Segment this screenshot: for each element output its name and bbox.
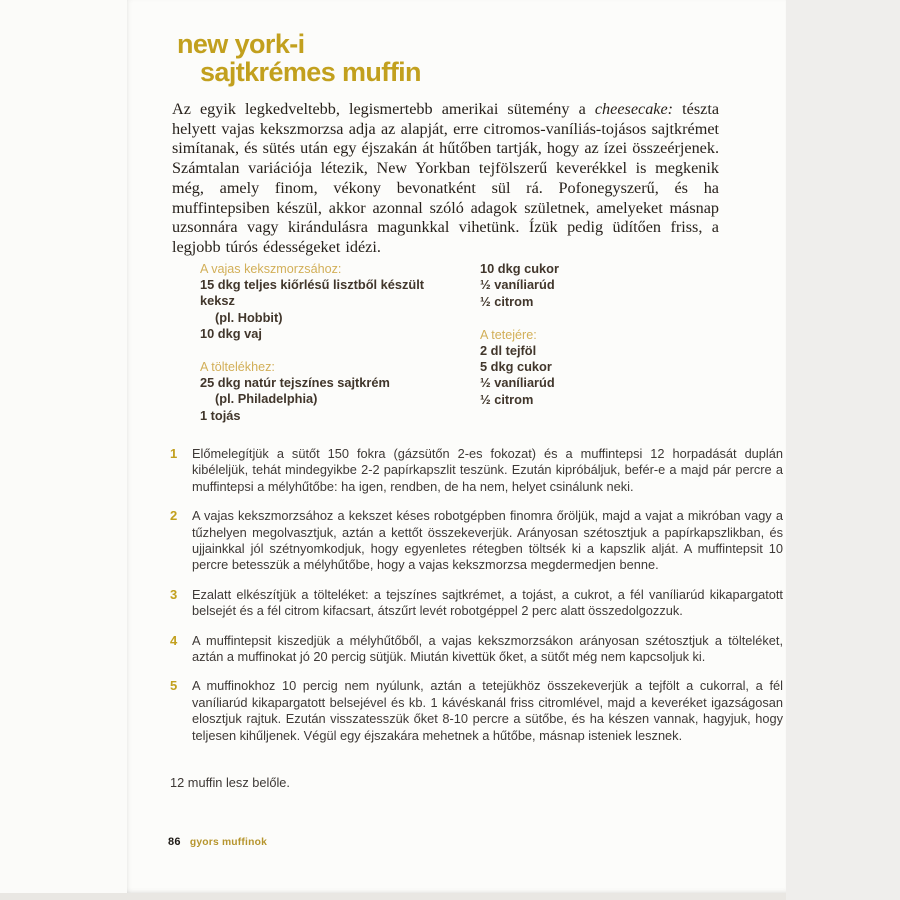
intro-text-post: tészta helyett vajas kekszmorzsa adja az alapját, erre citromos-vaníliás-tojásos sajtkrémet simítanak, és sütés után egy éjszakán át hűtőben tartják, hogy az ízei összeérjenek. Számtalan variációja létezik, New Yorkban tejfölszerű keverékkel is megkenik még, amely finom, vékony bevonatként sül rá. Pofonegyszerű, és ha muffintepsiben készül, akkor azonnal szóló adagok születnek, amelyeket másnap uzsonnára vagy kirándulásra magunkkal vihetünk. Ízük pedig üdítően friss, a legjobb túrós édességeket idézi. bbox=[172, 100, 719, 256]
intro-text-pre: Az egyik legkedveltebb, legismertebb amerikai sütemény a bbox=[172, 100, 595, 118]
scan-background-right bbox=[786, 0, 900, 900]
ingredient-item: 10 dkg vaj bbox=[200, 325, 262, 341]
step-number: 5 bbox=[170, 678, 178, 694]
ingredient-item: 10 dkg cukor bbox=[480, 261, 559, 276]
ingredient-brand-note: (pl. Hobbit) bbox=[215, 309, 283, 325]
step-text: A muffinokhoz 10 percig nem nyúlunk, aztán a tetejükhöz összekeverjük a tejfölt a cukorral, a fél vaníliarúd kikapargatott belsejével és kb. 1 kávéskanál friss citromlével, majd a keveréket igazságosan elosztjuk rajtuk. Ezután visszatesszük őket 8-10 percre a sütőbe, és ha készen vannak, hagyjuk, hogy teljesen kihűljenek. Végül egy éjszakára mehetnek a hűtőbe, másnap isteniek lesznek. bbox=[192, 678, 783, 743]
method-steps bbox=[170, 446, 783, 757]
ingredient-item: 1 tojás bbox=[200, 407, 241, 423]
step-3 bbox=[170, 587, 783, 620]
ingredient-item: 15 dkg teljes kiőrlésű lisztből készült keksz bbox=[200, 277, 425, 309]
ingredients-column-left bbox=[200, 261, 450, 424]
intro-text-italic: cheesecake: bbox=[594, 100, 674, 118]
ingredient-group-label: A töltelékhez: bbox=[200, 360, 275, 375]
ingredient-brand-note: (pl. Philadelphia) bbox=[215, 391, 318, 407]
ingredients-column-right bbox=[480, 261, 680, 408]
recipe-title-line1: new york-i bbox=[177, 29, 305, 59]
chapter-title: gyors muffinok bbox=[189, 837, 268, 848]
ingredient-item: 2 dl tejföl bbox=[480, 342, 537, 358]
ingredient-item: ½ citrom bbox=[480, 391, 534, 407]
ingredient-item: ½ vaníliarúd bbox=[480, 277, 555, 293]
page-number: 86 bbox=[168, 836, 181, 848]
ingredient-group-label: A tetejére: bbox=[480, 327, 537, 342]
yield-note: 12 muffin lesz belőle. bbox=[170, 775, 290, 790]
ingredients-section bbox=[127, 261, 786, 421]
recipe-title bbox=[177, 30, 421, 86]
ingredient-item: 5 dkg cukor bbox=[480, 359, 552, 375]
step-text: A vajas kekszmorzsához a kekszet késes robotgépben finomra őröljük, majd a vajat a mikróban vagy a tűzhelyen megolvasztjuk, aztán a kettőt összekeverjük. Arányosan szétosztjuk a papírkapszlikban, és ujjainkkal jól szétnyomkodjuk, hogy egyenletes rétegben töltsék ki a kapszlik alját. A muffintepsit 10 percre betesszük a mélyhűtőbe, hogy a vajas kekszmorzsa megdermedjen benne. bbox=[192, 508, 783, 573]
step-text: A muffintepsit kiszedjük a mélyhűtőből, a vajas kekszmorzsákon arányosan szétosztjuk a tölteléket, aztán a muffinokat jó 20 percig sütjük. Miután kivettük őket, a sütőt még nem kapcsoljuk ki. bbox=[192, 632, 783, 665]
ingredient-item: 25 dkg natúr tejszínes sajtkrém bbox=[200, 375, 390, 391]
step-4 bbox=[170, 633, 783, 666]
step-number: 2 bbox=[170, 508, 178, 524]
step-2 bbox=[170, 508, 783, 574]
intro-paragraph bbox=[172, 100, 719, 258]
ingredient-group-spacer bbox=[480, 310, 680, 327]
ingredient-group-label: A vajas kekszmorzsához: bbox=[200, 262, 342, 276]
recipe-title-line2: sajtkrémes muffin bbox=[200, 57, 421, 87]
ingredient-item: ½ citrom bbox=[480, 293, 534, 309]
recipe-page bbox=[127, 0, 786, 893]
step-text: Ezalatt elkészítjük a tölteléket: a tejszínes sajtkrémet, a tojást, a cukrot, a fél vaníliarúd kikapargatott belsejét és a fél citrom kifacsart, átszűrt levét robotgéppel 2 perc alatt összedolgozzuk. bbox=[192, 586, 783, 619]
step-1 bbox=[170, 446, 783, 495]
ingredient-item: ½ vaníliarúd bbox=[480, 375, 555, 391]
page-footer bbox=[168, 836, 267, 848]
page-bottom-shadow bbox=[0, 893, 786, 900]
step-number: 1 bbox=[170, 446, 178, 461]
step-number: 4 bbox=[170, 632, 178, 648]
step-number: 3 bbox=[170, 586, 178, 602]
ingredient-group-spacer bbox=[200, 342, 450, 359]
step-text: Előmelegítjük a sütőt 150 fokra (gázsütőn 2-es fokozat) és a muffintepsi 12 horpadását duplán kibéleljük, tehát mindegyikbe 2-2 papírkapszlit teszünk. Ezután kipróbáljuk, befér-e a majd pár percre a muffintepsi a mélyhűtőbe: ha igen, rendben, de ha nem, helyet csinálunk neki. bbox=[192, 446, 783, 494]
step-5 bbox=[170, 678, 783, 744]
